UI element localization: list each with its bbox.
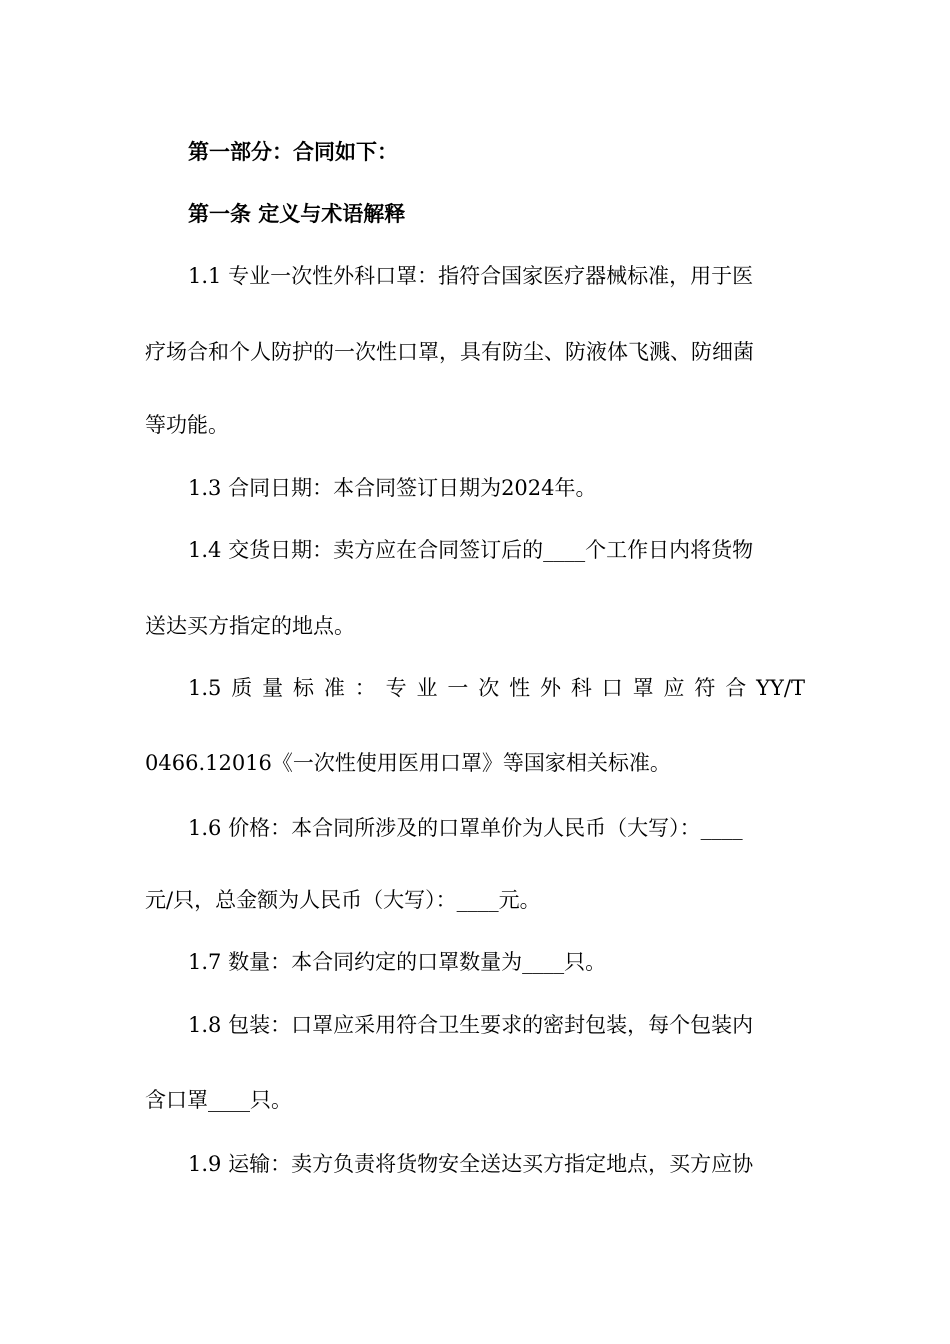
clause-1-4-line-2: 送达买方指定的地点。 bbox=[145, 614, 355, 638]
clause-1-5-token: 性 bbox=[509, 676, 531, 700]
clause-1-8-line-1: 1.8 包装：口罩应采用符合卫生要求的密封包装，每个包装内 bbox=[188, 1013, 754, 1037]
clause-1-5-token: 量 bbox=[262, 676, 284, 700]
part-title: 第一部分：合同如下： bbox=[188, 140, 398, 164]
clause-1-5-token: 次 bbox=[478, 676, 500, 700]
clause-1-1-line-2: 疗场合和个人防护的一次性口罩，具有防尘、防液体飞溅、防细菌 bbox=[145, 340, 754, 364]
clause-1-5-line-2: 0466.12016《一次性使用医用口罩》等国家相关标准。 bbox=[145, 751, 671, 775]
clause-1-5-token: 专 bbox=[385, 676, 407, 700]
clause-1-5-token: 口 bbox=[601, 676, 623, 700]
clause-1-5-token: 标 bbox=[293, 676, 315, 700]
clause-1-6-line-2: 元/只，总金额为人民币（大写）：____元。 bbox=[145, 888, 541, 912]
clause-1-5-token: 合 bbox=[725, 676, 747, 700]
article-title: 第一条 定义与术语解释 bbox=[188, 202, 406, 226]
clause-1-6-line-1: 1.6 价格：本合同所涉及的口罩单价为人民币（大写）：____ bbox=[188, 816, 743, 840]
clause-1-5-token: 质 bbox=[231, 676, 253, 700]
clause-1-5-token: 1.5 bbox=[188, 676, 222, 700]
clause-1-5-token: ： bbox=[354, 676, 376, 700]
clause-1-5-token: 罩 bbox=[632, 676, 654, 700]
clause-1-3: 1.3 合同日期：本合同签订日期为2024年。 bbox=[188, 476, 597, 500]
clause-1-5-line-1 bbox=[188, 673, 805, 703]
clause-1-1-line-3: 等功能。 bbox=[145, 413, 229, 437]
clause-1-5-token: 外 bbox=[540, 676, 562, 700]
clause-1-5-token: 一 bbox=[447, 676, 469, 700]
clause-1-5-token: YY/T bbox=[756, 676, 805, 700]
clause-1-1-line-1: 1.1 专业一次性外科口罩：指符合国家医疗器械标准，用于医 bbox=[188, 264, 754, 288]
clause-1-9-line-1: 1.9 运输：卖方负责将货物安全送达买方指定地点，买方应协 bbox=[188, 1152, 754, 1176]
clause-1-8-line-2: 含口罩____只。 bbox=[145, 1088, 292, 1112]
clause-1-4-line-1: 1.4 交货日期：卖方应在合同签订后的____个工作日内将货物 bbox=[188, 538, 754, 562]
clause-1-5-token: 符 bbox=[694, 676, 716, 700]
clause-1-5-token: 应 bbox=[663, 676, 685, 700]
clause-1-5-token: 准 bbox=[323, 676, 345, 700]
clause-1-7: 1.7 数量：本合同约定的口罩数量为____只。 bbox=[188, 950, 607, 974]
clause-1-5-token: 业 bbox=[416, 676, 438, 700]
clause-1-5-token: 科 bbox=[570, 676, 592, 700]
